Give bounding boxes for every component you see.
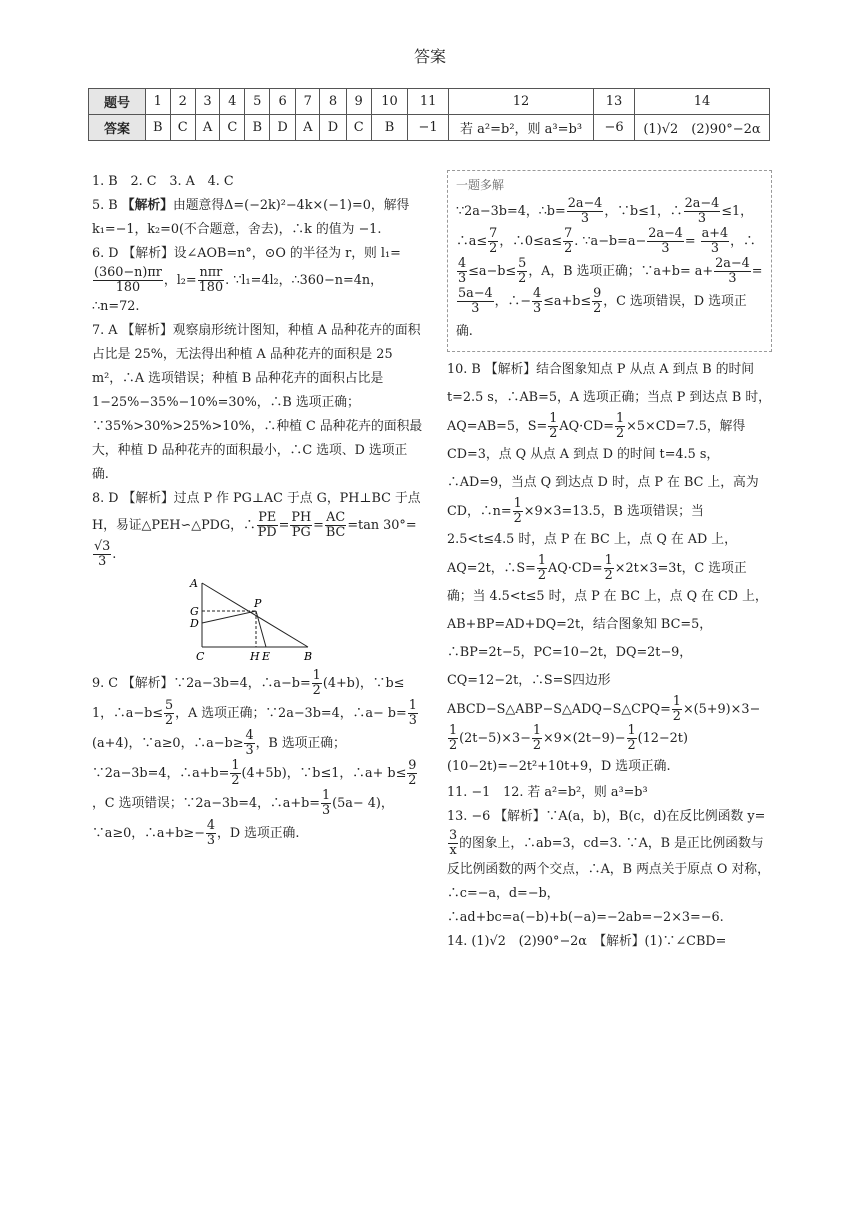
fraction: [198, 266, 224, 295]
label-p: P: [254, 597, 262, 610]
q13-text: 13. −6 【解析】∵A(a，b)，B(c，d)在反比例函数 y=: [447, 809, 766, 824]
fraction: [532, 287, 542, 316]
table-cell: 10: [371, 89, 407, 115]
numerator: 5a−4: [458, 286, 493, 301]
denominator: 2: [312, 683, 321, 698]
denominator: 2: [537, 568, 546, 583]
numerator: 1: [408, 698, 417, 713]
q9-text: (a+4)，∵a≥0，∴a−b≥: [92, 736, 244, 751]
answer-table-answer-row: [89, 115, 770, 141]
fraction: [714, 257, 751, 286]
numerator: 1: [513, 496, 522, 511]
alternative-solution-box: [447, 170, 772, 352]
box-text: ，C 选项错误，D 选项正确.: [456, 294, 747, 339]
q10-text: ×5×CD=7.5，解得 CD=3，点 Q 从点 A 到点 D 的时间 t=4.5 s，∴AD=9，当点 Q 到达点 D 时，点 P 在 BC 上，高为 CD，∴n=: [447, 419, 759, 519]
numerator: 9: [408, 758, 417, 773]
fraction: [457, 257, 467, 286]
numerator: (360−n)πr: [94, 265, 162, 280]
table-cell: 若 a²=b²，则 a³=b³: [449, 115, 594, 141]
answer-table: [88, 88, 770, 141]
fraction: [448, 724, 458, 753]
box-text: ∵2a−3b=4，∴b=: [456, 204, 566, 219]
q9-text: ，B 选项正确；: [255, 736, 346, 751]
table-cell: 6: [270, 89, 296, 115]
fraction: [206, 819, 216, 848]
box-text: a+: [694, 264, 714, 279]
denominator: PG: [291, 525, 311, 540]
fraction: [567, 197, 604, 226]
box-text: ≤a+b≤: [543, 294, 592, 309]
fraction: [627, 724, 637, 753]
fraction: [701, 227, 730, 256]
denominator: 3: [322, 803, 331, 818]
denominator: 2: [672, 709, 681, 724]
q9-text: ，D 选项正确.: [217, 826, 300, 841]
q10-text: AQ·CD=: [547, 561, 603, 576]
denominator: 3: [245, 743, 254, 758]
fraction: [408, 699, 418, 728]
numerator: 1: [604, 553, 613, 568]
box-text: ，∴−: [494, 294, 531, 309]
numerator: 2a−4: [567, 196, 603, 211]
numerator: nπr: [199, 265, 223, 280]
numerator: 2a−4: [684, 196, 720, 211]
table-cell: 8: [320, 89, 346, 115]
table-header-number: 题号: [89, 89, 146, 115]
q9-text: ，A 选项正确；∵2a−3b=4，∴a−: [175, 706, 384, 721]
label-c: C: [196, 650, 205, 663]
fraction: [615, 412, 625, 441]
box-text: ∴a≤: [456, 234, 488, 249]
q10-text: AQ·CD=: [559, 419, 614, 434]
table-cell: 3: [195, 89, 219, 115]
numerator: 5: [518, 256, 527, 271]
box-label: 一题多解: [456, 178, 505, 192]
numerator: 4: [206, 818, 216, 833]
denominator: 2: [627, 738, 636, 753]
box-text: ，∴0≤a≤: [499, 234, 563, 249]
table-cell: B: [245, 115, 270, 141]
denominator: 2: [489, 241, 498, 256]
numerator: 5: [165, 698, 174, 713]
fraction: [604, 554, 614, 583]
q9-text: b=: [387, 706, 407, 721]
fraction: [257, 511, 278, 540]
table-cell: 14: [635, 89, 770, 115]
numerator: PE: [258, 510, 277, 525]
q10-text: ×9×(2t−9)−: [543, 731, 626, 746]
numerator: 4: [458, 256, 467, 271]
numerator: 4: [532, 286, 542, 301]
q10-text: (12−2t)(10−2t)=−2t²+10t+9，D 选项正确.: [447, 731, 688, 774]
table-cell: −1: [408, 115, 449, 141]
answer-q14: 14. (1)√2 (2)90°−2α 【解析】(1)∵∠CBD=: [447, 934, 727, 949]
table-cell: 4: [220, 89, 245, 115]
q9-text: ，C 选项错误；∵2a−3b=4，∴a+b=: [92, 796, 320, 811]
table-cell: B: [146, 115, 171, 141]
numerator: 1: [627, 723, 636, 738]
numerator: PH: [291, 510, 312, 525]
q9-text: (5a−: [332, 796, 364, 811]
table-cell: 1: [146, 89, 171, 115]
numerator: 1: [672, 694, 681, 709]
denominator: 2: [513, 511, 522, 526]
label-a: A: [190, 577, 198, 590]
table-cell: D: [270, 115, 296, 141]
numerator: 1: [322, 788, 331, 803]
label-g: G: [190, 605, 199, 618]
q5-answer: 5. B: [92, 198, 118, 213]
numerator: 3: [449, 828, 458, 843]
answer-q6: [92, 242, 424, 319]
box-text: ≤1，: [721, 204, 753, 219]
denominator: 2: [165, 713, 174, 728]
alternative-solution-text: [456, 197, 763, 347]
denominator: 3: [471, 301, 480, 316]
numerator: 2a−4: [648, 226, 683, 241]
box-text: ≤a−b≤: [468, 264, 517, 279]
table-cell: 7: [296, 89, 320, 115]
denominator: 180: [198, 280, 224, 295]
answer-q7: 7. A 【解析】观察扇形统计图知，种植 A 品种花卉的面积占比是 25%，无法得出种植 A 品种花卉的面积是 25 m²，∴A 选项错误；种植 B 品种花卉的面积占比是 1−25%−35%−10%=30%，∴B 选项正确；∵35%>30%>25%>10%，∴种植 C 品种花卉的面积最大，种植 D 品种花卉的面积最小，∴C 选项、D 选项正确.: [92, 323, 423, 482]
denominator: 2: [231, 773, 240, 788]
denominator: 3: [728, 271, 737, 286]
fraction: [93, 266, 163, 295]
table-cell: 5: [245, 89, 270, 115]
numerator: 7: [489, 226, 498, 241]
denominator: 3: [710, 241, 719, 256]
fraction: [312, 669, 322, 698]
denominator: 180: [115, 280, 141, 295]
fraction: [321, 789, 331, 818]
table-cell: A: [195, 115, 219, 141]
answer-q10: [447, 356, 772, 781]
fraction: [684, 197, 721, 226]
numerator: 9: [593, 286, 602, 301]
denominator: x: [449, 843, 457, 858]
q13-text: 的图象上，∴ab=3，cd=3. ∵A，B 是正比例函数与反比例函数的两个交点，∴A，B 两点关于原点 O 对称，∴c=−a，d=−b，∴ad+bc=a(−b)+b(−a)=−2ab=−2×3=−6.: [447, 836, 770, 925]
answer-q5: [92, 194, 424, 242]
denominator: 2: [532, 738, 542, 753]
q9-text: b≤: [387, 766, 407, 781]
q6-text: ，l₂=: [163, 273, 197, 288]
denominator: 2: [564, 241, 573, 256]
box-text: =: [751, 264, 763, 279]
numerator: AC: [326, 510, 346, 525]
fraction: [230, 759, 240, 788]
answer-q9: [92, 669, 424, 849]
fraction: [488, 227, 498, 256]
numerator: 1: [616, 411, 625, 426]
denominator: 2: [408, 773, 417, 788]
label-b: B: [304, 650, 313, 663]
label-h: H: [250, 650, 260, 663]
fraction: [647, 227, 684, 256]
q10-text: 10. B 【解析】结合图象知点 P 从点 A 到点 B 的时间 t=2.5 s，∴AB=5，A 选项正确；当点 P 到达点 B 时，AQ=AB=5，S=: [447, 362, 771, 434]
denominator: PD: [257, 525, 277, 540]
label-d: D: [190, 617, 199, 630]
numerator: √3: [94, 539, 111, 554]
box-text: ，∴: [730, 234, 756, 249]
box-text: ，∵b≤1，∴: [604, 204, 683, 219]
fraction: [563, 227, 573, 256]
denominator: BC: [325, 525, 346, 540]
q8-text: 8. D 【解析】过点 P 作 PG⊥AC 于点 G，PH⊥BC 于点 H，易证△PEH∽△PDG，∴: [92, 491, 421, 533]
right-column: [447, 170, 772, 954]
fraction: [290, 511, 312, 540]
denominator: 3: [532, 301, 542, 316]
fraction: [592, 287, 602, 316]
left-column: [92, 170, 424, 849]
numerator: 1: [549, 411, 558, 426]
table-cell: 12: [449, 89, 594, 115]
table-cell: C: [220, 115, 245, 141]
numerator: a+4: [701, 226, 729, 241]
table-cell: −6: [594, 115, 635, 141]
table-header-answer: 答案: [89, 115, 146, 141]
q8-text: =tan 30°=: [347, 518, 417, 533]
fraction: [517, 257, 527, 286]
q9-text: 4)，∵a≥0，∴a+b≥−: [92, 796, 394, 841]
fraction: [325, 511, 346, 540]
numerator: 1: [532, 723, 542, 738]
numerator: 2a−4: [715, 256, 750, 271]
denominator: 3: [697, 211, 706, 226]
fraction: [457, 287, 494, 316]
q9-text: (4+b)，∵b≤: [322, 676, 405, 691]
denominator: 2: [549, 426, 558, 441]
table-cell: 9: [346, 89, 371, 115]
table-cell: C: [346, 115, 371, 141]
fraction: [93, 540, 111, 569]
fraction: [448, 829, 458, 858]
table-cell: 13: [594, 89, 635, 115]
segment-ab: [202, 583, 308, 647]
numerator: 4: [245, 728, 254, 743]
denominator: 2: [593, 301, 602, 316]
table-cell: C: [170, 115, 195, 141]
numerator: 1: [312, 668, 321, 683]
box-text: . ∵a−b=a−: [574, 234, 647, 249]
q6-text: ∴n=72.: [92, 299, 140, 314]
fraction: [532, 724, 542, 753]
answer-q8: 8. D 【解析】过点 P 作 PG⊥AC 于点 G，PH⊥BC 于点 H，易证△PEH∽△PDG，∴ $\frac{PE}{PD}$ = $\frac{PH}{PG}$ = $\frac{AC}{BC}$ =tan 30°= $\frac{√3}{3}$ .: [92, 491, 421, 569]
answer-q11-12: 11. −1 12. 若 a²=b²，则 a³=b³: [447, 785, 648, 800]
q10-text: ×2t×3=3t，C 选项正确；当 4.5<t≤5 时，点 P 在 BC 上，点 Q 在 CD 上，AB+BP=AD+DQ=2t，结合图象知 BC=5，∴BP=2t−5，PC=10−2t，DQ=2t−9，CQ=12−2t，∴S=S四边形ABCD−S△ABP−S△ADQ−S△CPQ=: [447, 561, 768, 717]
numerator: 1: [449, 723, 458, 738]
box-text: =: [684, 234, 696, 249]
fraction: [407, 759, 417, 788]
denominator: 3: [98, 554, 107, 569]
table-cell: B: [371, 115, 407, 141]
answer-table-number-row: [89, 89, 770, 115]
geometry-figure: [188, 575, 318, 663]
q10-text: (2t−5)×3−: [459, 731, 531, 746]
answer-q13: [447, 805, 772, 930]
fraction: [244, 729, 254, 758]
table-cell: D: [320, 115, 346, 141]
fraction: [537, 554, 547, 583]
q9-text: (4+5b)，∵b≤1，∴a+: [241, 766, 384, 781]
q6-text: 6. D 【解析】设∠AOB=n°，⊙O 的半径为 r，则 l₁=: [92, 246, 401, 261]
q9-text: ∵2a−3b=4，∴a+b=: [92, 766, 230, 781]
denominator: 2: [604, 568, 613, 583]
q6-text: . ∵l₁=4l₂，∴360−n=4n，: [225, 273, 383, 288]
denominator: 3: [408, 713, 417, 728]
box-text: ，A，B 选项正确；∵a+b=: [528, 264, 691, 279]
q10-text: ×(5+9)×3−: [682, 702, 761, 717]
table-cell: (1)√2 (2)90°−2α: [635, 115, 770, 141]
table-cell: A: [296, 115, 320, 141]
q5-text: 由题意得Δ=(−2k)²−4k×(−1)=0，解得 k₁=−1，k₂=0(不合题意，舍去)，∴k 的值为 −1.: [92, 198, 410, 237]
q9-text: 9. C 【解析】∵2a−3b=4，∴a−b=: [92, 676, 311, 691]
answer-q1-4: 1. B 2. C 3. A 4. C: [92, 174, 234, 189]
fraction: [548, 412, 558, 441]
q10-text: ×9×3=13.5，B 选项错误；当 2.5<t≤4.5 时，点 P 在 BC 上，点 Q 在 AD 上，AQ=2t，∴S=: [447, 504, 737, 576]
analysis-tag: 【解析】: [121, 198, 173, 213]
table-cell: 2: [170, 89, 195, 115]
page-title: 答案: [413, 47, 446, 66]
segment-pe: [256, 611, 266, 647]
denominator: 2: [616, 426, 625, 441]
fraction: [672, 695, 682, 724]
numerator: 7: [564, 226, 573, 241]
denominator: 3: [458, 271, 467, 286]
denominator: 2: [449, 738, 458, 753]
denominator: 3: [661, 241, 670, 256]
denominator: 3: [580, 211, 590, 226]
label-e: E: [262, 650, 271, 663]
denominator: 2: [518, 271, 527, 286]
fraction: [513, 497, 523, 526]
table-cell: 11: [408, 89, 449, 115]
segment-dp: [202, 611, 256, 623]
numerator: 1: [537, 553, 546, 568]
fraction: [164, 699, 174, 728]
numerator: 1: [231, 758, 240, 773]
q9-text: 1，∴a−b≤: [92, 706, 164, 721]
denominator: 3: [206, 833, 216, 848]
